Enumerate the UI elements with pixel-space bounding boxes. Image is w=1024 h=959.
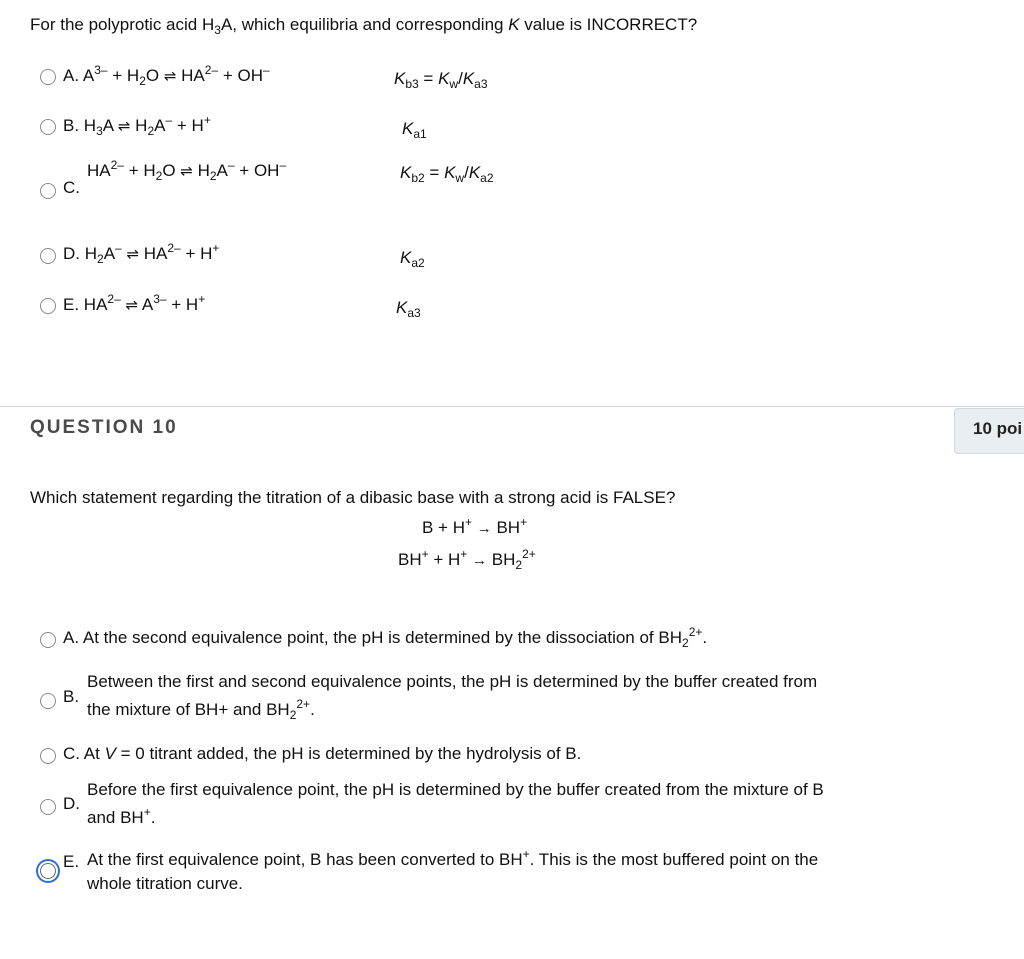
q10-option-d-line2[interactable]: and BH+.	[87, 805, 156, 827]
q10-option-e-letter[interactable]: E.	[63, 852, 80, 871]
question-divider	[0, 406, 1024, 407]
q9-option-e-label[interactable]: E. $HA^{2-}$ ⇌ $A^{3-} + H^+$	[63, 292, 206, 314]
q9-option-c-radio[interactable]	[40, 183, 56, 199]
q10-option-b-line1[interactable]: Between the first and second equivalence points, the pH is determined by the buffer created from	[87, 672, 818, 691]
q10-option-d-radio[interactable]	[40, 799, 56, 815]
q9-option-b-radio[interactable]	[40, 119, 56, 135]
q10-option-c-radio[interactable]	[40, 748, 56, 764]
q9-option-d-label[interactable]: D. $H_2A^-$ ⇌ $HA^{2-} + H^+$	[63, 241, 220, 266]
q9-option-d-k: $K_{a2}$	[400, 248, 425, 270]
q10-option-e-line2[interactable]: whole titration curve.	[87, 874, 243, 893]
q9-option-c-k: $K_{b2} = K_w/K_{a2}$	[400, 163, 494, 185]
points-badge: 10 poi	[954, 408, 1024, 454]
q10-prompt: Which statement regarding the titration of a dibasic base with a strong acid is FALSE?	[30, 488, 676, 507]
q9-option-c-letter[interactable]: C.	[63, 178, 80, 197]
q9-option-a-label[interactable]: A. $A^{3-} + H_2O$ ⇌ $HA^{2-} + OH^-$	[63, 63, 270, 88]
q10-option-b-line2[interactable]: the mixture of BH+ and $BH_2^{2+}$.	[87, 697, 315, 722]
q10-option-e-line1[interactable]: At the first equivalence point, B has been converted to BH+. This is the most buffered point on the	[87, 847, 819, 869]
q9-option-c-reaction[interactable]: $HA^{2-} + H_2O$ ⇌ $H_2A^- + OH^-$	[87, 158, 287, 183]
q10-option-b-radio[interactable]	[40, 693, 56, 709]
q10-equation-2: $BH^+ + H^+ \to BH_2^{2+}$	[398, 547, 536, 572]
q10-option-a-radio[interactable]	[40, 632, 56, 648]
q10-option-b-letter[interactable]: B.	[63, 687, 80, 706]
q9-option-e-k: $K_{a3}$	[396, 298, 421, 320]
q10-option-c-label[interactable]: C. At V = 0 titrant added, the pH is determined by the hydrolysis of B.	[63, 744, 582, 763]
q10-option-d-line1[interactable]: Before the first equivalence point, the pH is determined by the buffer created from the mixture of B	[87, 780, 824, 799]
q9-option-a-radio[interactable]	[40, 69, 56, 85]
q10-option-e-radio[interactable]	[40, 863, 56, 879]
q9-option-e-radio[interactable]	[40, 298, 56, 314]
q10-equation-1: B + H+ → BH+	[422, 515, 528, 537]
question-10-heading: QUESTION 10	[30, 417, 178, 438]
q9-option-b-label[interactable]: B. $H_3A$ ⇌ $H_2A^- + H^+$	[63, 113, 211, 138]
q9-option-d-radio[interactable]	[40, 248, 56, 264]
q10-option-a-label[interactable]: A. At the second equivalence point, the pH is determined by the dissociation of $BH_2^{2+}$.	[63, 625, 708, 650]
q9-prompt: For the polyprotic acid $H_3A$, which equilibria and corresponding K value is INCORRECT?	[30, 15, 698, 37]
q10-option-d-letter[interactable]: D.	[63, 794, 80, 813]
q9-option-b-k: $K_{a1}$	[402, 119, 427, 141]
q9-option-a-k: $K_{b3} = K_w/K_{a3}$	[394, 69, 488, 91]
